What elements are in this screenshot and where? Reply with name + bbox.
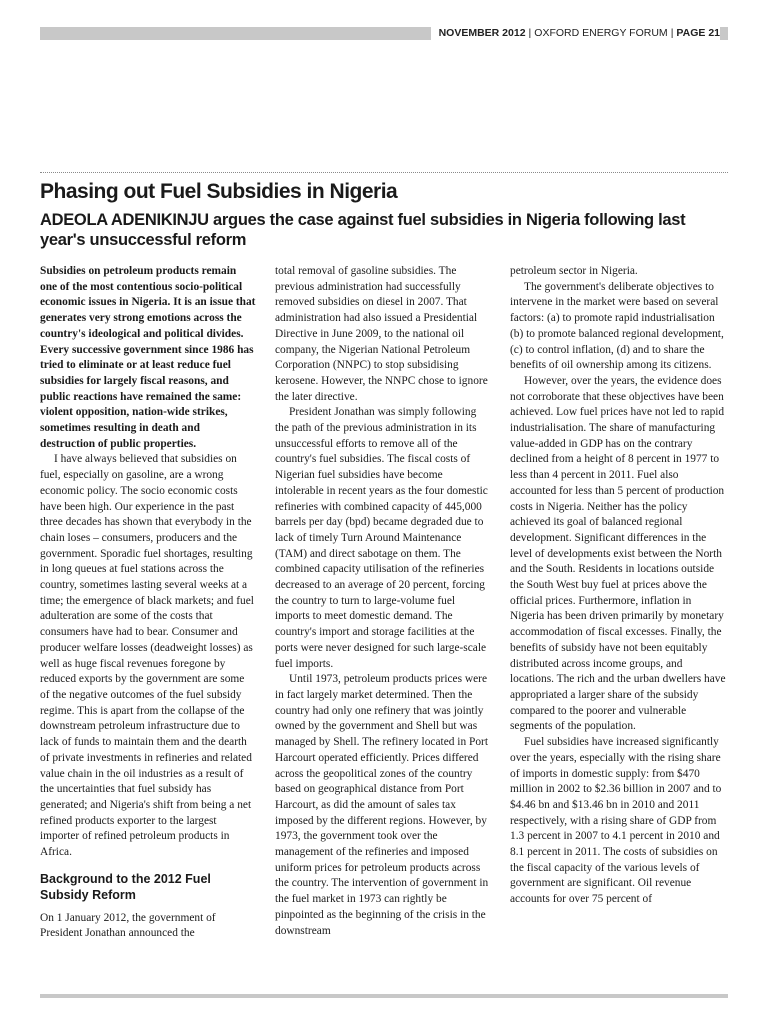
section-heading: Background to the 2012 Fuel Subsidy Reform [40,871,211,902]
header-page-number: PAGE 21 [676,27,720,39]
article-title: Phasing out Fuel Subsidies in Nigeria [40,180,398,203]
footer-bar [40,994,728,998]
header-separator: | [528,27,532,39]
column-2 [275,264,491,939]
running-header [431,27,720,40]
header-separator: | [670,27,674,39]
body-paragraph: Until 1973, petroleum products prices were in fact largely market determined. Then the country had only one refinery that was jointly owned by the government and Shell but was managed by Shell. The refinery located in Port Harcourt operated efficiently. Prices differed across the geopolitical zones of the country based on geographical distance from Port Harcourt, as did the amount of sales tax imposed by the different regions. However, by 1973, the government took over the management of the refineries and imposed uniform prices for petroleum products across the country. The intervention of government in the fuel market in 1973 can rightly be pinpointed as the beginning of the crisis in the downstream [275,673,489,937]
lead-paragraph: Subsidies on petroleum products remain one of the most contentious socio-political economic issues in Nigeria. It is an issue that generates very strong emotions across the country's ideological and political divides. Every successive government since 1986 has tried to eliminate or at least reduce fuel subsidies for largely fiscal reasons, and public reactions have remained the same: violent opposition, nation-wide strikes, sometimes resulting in death and destruction of public properties. [40,265,256,450]
header-publication: OXFORD ENERGY FORUM [534,27,668,39]
header-date: NOVEMBER 2012 [438,27,526,39]
body-paragraph: However, over the years, the evidence does not corroborate that these objectives have been achieved. Low fuel prices have not led to rapid industrialisation. The share of manufacturing value-added in GDP has on the contrary declined from a height of 8 percent in 1977 to less than 4 percent in 2011. Fuel also accounted for less than 5 percent of production costs in Nigeria. Neither has the policy achieved its goal of balanced regional development. Significant differences in the level of developments exist between the North and the South. Residents in locations outside the South West buy fuel at prices above the official prices. Furthermore, inflation in Nigeria has been driven primarily by monetary accommodation of fiscal excesses. Finally, the benefits of subsidy have not been equitably distributed across income groups, and locations. The rich and the urban dwellers have appropriated a larger share of the subsidy compared to the poorer and vulnerable segments of the population. [510,374,726,733]
body-paragraph: On 1 January 2012, the government of President Jonathan announced the [40,911,216,940]
body-paragraph: President Jonathan was simply following the path of the previous administration in its unsuccessful efforts to remove all of the country's fuel subsidies. The fiscal costs of Nigerian fuel subsidies have become intolerable in recent years as the four domestic refineries with combined capacity of 445,000 barrels per day (bpd) became degraded due to lack of timely Turn Around Maintenance (TAM) and direct sabotage on them. The combined capacity utilisation of the refineries decreased to an average of 20 percent, forcing the country to turn to large-volume fuel imports to meet domestic demand. The country's import and storage facilities at the ports were never designed for such large-scale fuel imports. [275,406,488,670]
article-subtitle: ADEOLA ADENIKINJU argues the case against fuel subsidies in Nigeria following last year's unsuccessful reform [40,211,686,249]
body-paragraph: total removal of gasoline subsidies. The previous administration had successfully removed subsidies on diesel in 2007. That administration had also issued a Presidential Directive in June 2009, to the national oil company, the Nigerian National Petroleum Corporation (NNPC) to stop subsidising kerosene. However, the NNPC chose to ignore the later directive. [275,265,488,403]
body-paragraph: I have always believed that subsidies on fuel, especially on gasoline, are a wrong economic policy. The socio economic costs have been high. Our experience in the past three decades has shown that everybody in the chain loses – consumers, producers and the government. Sporadic fuel shortages, resulting in long queues at fuel stations across the country, sometimes lasting several weeks at a time; the emergence of black markets; and fuel adulteration are some of the costs that consumers have had to bear. Consumer and producer welfare losses (deadweight losses) as well as huge fiscal revenues foregone by reduced exports by the government are some of the negative outcomes of the fuel subsidy regime. This is apart from the collapse of the downstream petroleum infrastructure due to lack of funds to maintain them and the dearth of private investments in refineries and related value chain in the oil industries as a result of the uncertainties that fuel subsidy has generated; and Nigeria's shift from being a net refined products exporter to the largest importer of refined petroleum products in Africa. [40,453,254,859]
header-bar [40,27,728,40]
body-paragraph: petroleum sector in Nigeria. [510,265,638,277]
body-paragraph: Fuel subsidies have increased significantly over the years, especially with the rising share of imports in domestic supply: from $470 million in 2002 to $2.36 billion in 2007 and to $4.46 bn and $13.46 bn in 2010 and 2011 respectively, with a rising share of GDP from 1.3 percent in 2007 to 4.1 percent in 2010 and 8.1 percent in 2011. The costs of subsidies on the fiscal capacity of the various levels of government are significant. Oil revenue accounts for over 75 percent of [510,736,722,906]
column-1 [40,264,256,942]
dotted-divider [40,172,728,173]
column-3 [510,264,726,908]
body-paragraph: The government's deliberate objectives to intervene in the market were based on several factors: (a) to promote rapid industrialisation (b) to promote balanced regional development, (c) to control inflation, (d) and to share the benefits of oil ownership among its citizens. [510,280,724,372]
